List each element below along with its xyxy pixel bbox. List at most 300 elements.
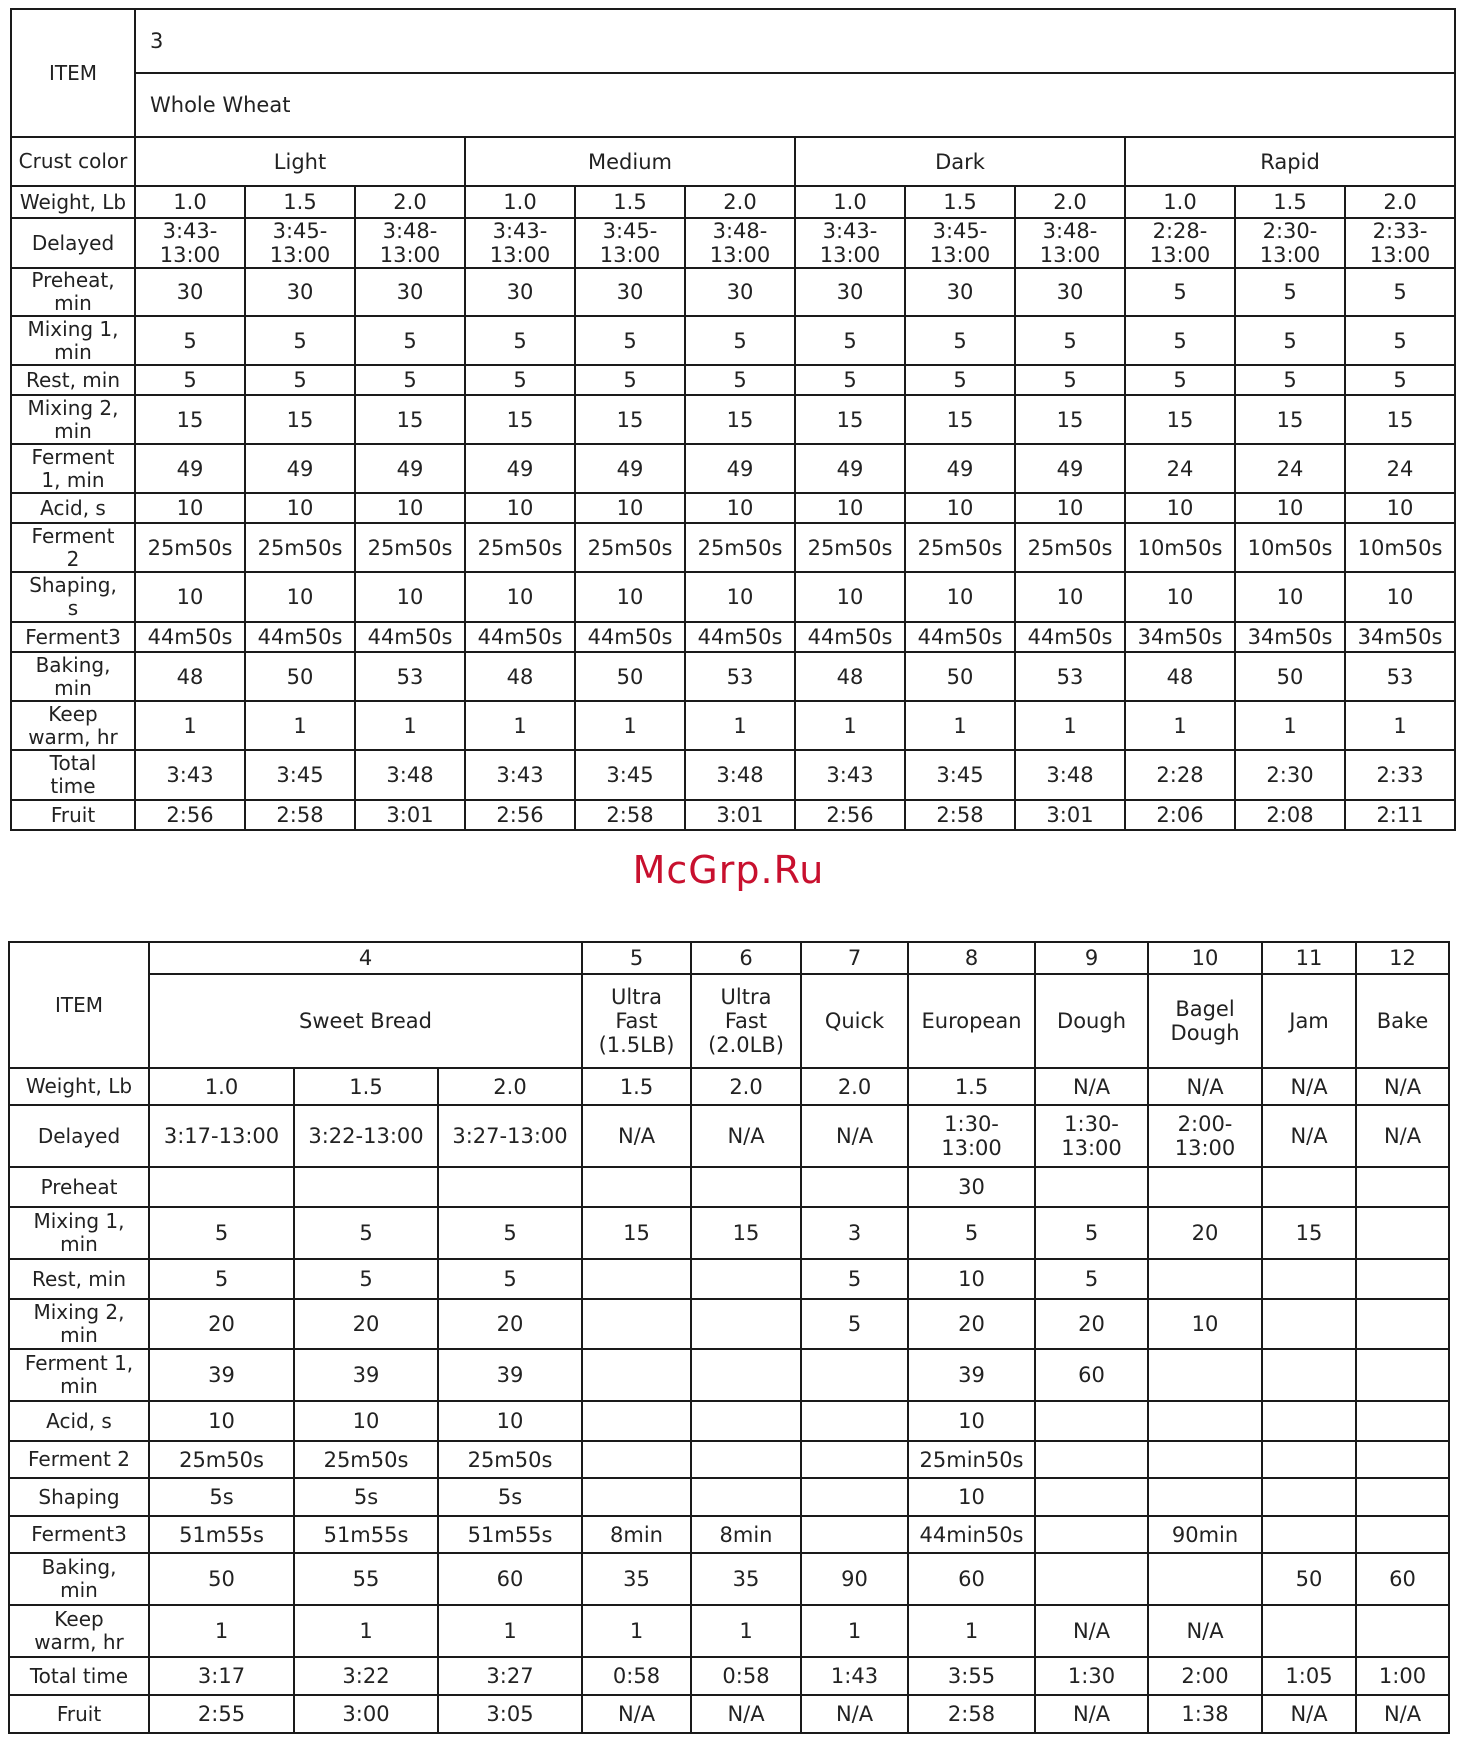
table-cell: 39 [438,1349,582,1401]
table-cell [1356,1259,1449,1299]
table-cell: 5 [575,316,685,365]
table-cell: 5 [438,1207,582,1259]
table-cell [1262,1401,1356,1441]
table-cell: 53 [1345,652,1455,701]
table-row [9,1478,1449,1516]
table-cell: 24 [1235,444,1345,493]
table-cell [801,1516,908,1553]
table-cell: 5 [1015,365,1125,395]
table-cell: 10 [438,1401,582,1441]
table-cell: 3:45 [905,750,1015,800]
table-cell: 5s [149,1478,294,1516]
table-cell: 90 [801,1553,908,1605]
table-cell: 3:17-13:00 [149,1105,294,1167]
row-label: Shaping, s [11,572,135,622]
table-cell: 3:43- 13:00 [795,218,905,268]
table-cell: 10 [795,493,905,523]
table-cell: 3:22 [294,1657,438,1695]
table-cell: 10 [149,1401,294,1441]
table-cell: 5 [245,365,355,395]
row-label: Mixing 2, min [9,1299,149,1349]
table-cell: 50 [1235,652,1345,701]
table-cell: 1.0 [1125,186,1235,218]
table-cell: 2:28- 13:00 [1125,218,1235,268]
row-label: Mixing 1, min [9,1207,149,1259]
table-cell: N/A [691,1695,801,1733]
table-cell: 30 [908,1167,1035,1207]
table-cell: 1.5 [582,1068,691,1105]
table-row [11,395,1455,444]
table-cell: 15 [1235,395,1345,444]
table-cell: 5 [1125,316,1235,365]
row-label: Delayed [11,218,135,268]
whole-wheat-program-table [10,8,1456,831]
program-name: Bake [1356,974,1449,1068]
table-cell: 3:45- 13:00 [245,218,355,268]
row-label: Fruit [9,1695,149,1733]
table-cell [582,1259,691,1299]
table-cell: 25m50s [1015,523,1125,572]
table-cell: 5 [1345,365,1455,395]
table-row [9,1657,1449,1695]
table-cell: 44m50s [795,622,905,652]
table-cell: 49 [245,444,355,493]
item-name: Whole Wheat [135,73,1455,137]
table-cell [294,1167,438,1207]
table-cell: N/A [1262,1695,1356,1733]
table-cell: 5 [465,365,575,395]
program-number: 6 [691,942,801,974]
table-row [11,572,1455,622]
program-number: 7 [801,942,908,974]
table-cell: 2:56 [465,800,575,830]
table-cell: 1 [438,1605,582,1657]
program-number: 4 [149,942,582,974]
table-cell [1262,1441,1356,1478]
table-cell: 3:55 [908,1657,1035,1695]
table-cell: 3:43 [795,750,905,800]
table-cell: 20 [908,1299,1035,1349]
table-cell: N/A [801,1695,908,1733]
table-cell: N/A [582,1695,691,1733]
table-cell: 35 [691,1553,801,1605]
table-cell: 30 [1015,268,1125,316]
table-cell: 15 [1125,395,1235,444]
table-cell: N/A [1356,1068,1449,1105]
table-cell: 2.0 [691,1068,801,1105]
table-cell: 10 [1345,572,1455,622]
table-cell: 3:43- 13:00 [135,218,245,268]
table-cell: 44min50s [908,1516,1035,1553]
row-label: Baking, min [11,652,135,701]
program-name: Sweet Bread [149,974,582,1068]
table-cell [582,1478,691,1516]
table-cell [691,1478,801,1516]
table-cell: 39 [294,1349,438,1401]
table-cell: 35 [582,1553,691,1605]
table-cell: 2:06 [1125,800,1235,830]
row-label: Acid, s [11,493,135,523]
table-cell [801,1349,908,1401]
table-cell: 10 [135,572,245,622]
table-cell [1148,1478,1262,1516]
table-cell: 10 [575,572,685,622]
table-cell [691,1441,801,1478]
table-cell: 5 [905,365,1015,395]
table-cell: 5 [908,1207,1035,1259]
table-cell: 1.0 [795,186,905,218]
table-cell [691,1259,801,1299]
table-cell: 3:48- 13:00 [685,218,795,268]
table-cell: 5s [438,1478,582,1516]
table-cell: 1:30- 13:00 [908,1105,1035,1167]
table-cell: 50 [905,652,1015,701]
table-cell [801,1401,908,1441]
table-cell: 1.0 [135,186,245,218]
row-label: Ferment 1, min [11,444,135,493]
table-cell: 10 [1015,493,1125,523]
row-label: Delayed [9,1105,149,1167]
table-cell [691,1167,801,1207]
table-cell [149,1167,294,1207]
table-cell: 8min [582,1516,691,1553]
table-cell [1356,1349,1449,1401]
table-cell [1035,1478,1148,1516]
table-cell: 1 [245,701,355,750]
table-cell: 3:45- 13:00 [575,218,685,268]
table-cell: 15 [1015,395,1125,444]
table-cell: 1.5 [908,1068,1035,1105]
table-cell: 50 [575,652,685,701]
item-number: 3 [135,9,1455,73]
table-row [11,268,1455,316]
table-cell: 2:58 [575,800,685,830]
table-cell: 49 [1015,444,1125,493]
table-row [11,493,1455,523]
table-row [9,1695,1449,1733]
table-cell: 49 [575,444,685,493]
table-row [9,1605,1449,1657]
table-cell: 1 [801,1605,908,1657]
table-cell: 2:00- 13:00 [1148,1105,1262,1167]
table-cell: 3:43- 13:00 [465,218,575,268]
table-cell: 51m55s [294,1516,438,1553]
table-cell: 30 [135,268,245,316]
table-row [9,1068,1449,1105]
table-cell [1148,1401,1262,1441]
program-number: 12 [1356,942,1449,974]
table-cell [582,1441,691,1478]
table-cell: 1 [1345,701,1455,750]
table-cell [1356,1207,1449,1259]
table-cell: 10 [465,493,575,523]
table-cell: 10m50s [1345,523,1455,572]
table-row [9,1259,1449,1299]
table-cell: 10 [355,572,465,622]
table-cell: 3:17 [149,1657,294,1695]
table-cell: 5 [1345,268,1455,316]
table-row [9,1401,1449,1441]
table-cell: 3:48 [685,750,795,800]
table-cell: 60 [908,1553,1035,1605]
table-cell: 2:33 [1345,750,1455,800]
table-cell: 5 [1125,365,1235,395]
table-cell: 2:33- 13:00 [1345,218,1455,268]
table-cell: 1.5 [294,1068,438,1105]
table-cell: 50 [1262,1553,1356,1605]
table-cell: 1 [294,1605,438,1657]
row-label: Ferment 2 [9,1441,149,1478]
table-cell: 1 [1125,701,1235,750]
table-cell: 5 [355,316,465,365]
table-cell: 10m50s [1125,523,1235,572]
table-cell: 34m50s [1235,622,1345,652]
table-cell: 1 [795,701,905,750]
table-row [9,1105,1449,1167]
program-name: Dough [1035,974,1148,1068]
table-cell: 2:00 [1148,1657,1262,1695]
table-cell: 5 [905,316,1015,365]
row-label: Mixing 1, min [11,316,135,365]
table-cell: 5 [135,316,245,365]
table-cell: 10 [905,493,1015,523]
table-row [11,750,1455,800]
table-cell: 5 [801,1299,908,1349]
table-cell: 3:01 [685,800,795,830]
row-label: Preheat, min [11,268,135,316]
item-header: ITEM [11,9,135,137]
table-cell: 10 [908,1259,1035,1299]
table-cell: 49 [135,444,245,493]
table-cell: 48 [465,652,575,701]
program-number: 10 [1148,942,1262,974]
row-label: Fruit [11,800,135,830]
table-cell: 0:58 [691,1657,801,1695]
table-cell: 3:27 [438,1657,582,1695]
table-cell: 10 [1235,493,1345,523]
table-cell: 20 [1148,1207,1262,1259]
table-cell: 3 [801,1207,908,1259]
table-cell: 1.0 [465,186,575,218]
table-row [9,1441,1449,1478]
table-cell: 0:58 [582,1657,691,1695]
table-cell: 50 [149,1553,294,1605]
table-cell: 55 [294,1553,438,1605]
table-cell: 30 [905,268,1015,316]
table-cell: 2:56 [135,800,245,830]
table-cell: 1 [575,701,685,750]
table-cell: 20 [438,1299,582,1349]
table-cell: 53 [685,652,795,701]
table-cell: 5 [1015,316,1125,365]
table-cell: N/A [1035,1605,1148,1657]
crust-dark: Dark [795,137,1125,186]
table-cell: 5 [1345,316,1455,365]
table-cell [1148,1441,1262,1478]
table-cell: 10 [575,493,685,523]
table-cell: 20 [149,1299,294,1349]
table-cell: 2:55 [149,1695,294,1733]
table-cell: 25min50s [908,1441,1035,1478]
table-cell [801,1167,908,1207]
table-cell: 5 [685,365,795,395]
table-cell: 2:30- 13:00 [1235,218,1345,268]
table-cell: 5 [294,1207,438,1259]
table-cell: 10 [685,493,795,523]
table-cell [1262,1478,1356,1516]
table-cell: 2.0 [801,1068,908,1105]
table-cell: 5 [355,365,465,395]
program-number: 11 [1262,942,1356,974]
table-cell: 15 [905,395,1015,444]
table-cell: 2.0 [685,186,795,218]
table-cell: 1.5 [905,186,1015,218]
table-cell: 10 [795,572,905,622]
table-cell: 1.5 [1235,186,1345,218]
table-cell: 48 [135,652,245,701]
table-row [11,701,1455,750]
table-cell: 2:56 [795,800,905,830]
table-cell [801,1441,908,1478]
table-cell: 3:43 [465,750,575,800]
table-cell: 10 [908,1401,1035,1441]
table-cell: 1.5 [575,186,685,218]
table-cell: 2:58 [908,1695,1035,1733]
table-cell: 15 [795,395,905,444]
table-cell [1148,1553,1262,1605]
table-cell: 10 [245,572,355,622]
table-cell: 25m50s [575,523,685,572]
table-cell: 3:48- 13:00 [355,218,465,268]
table-row [9,1299,1449,1349]
table-cell: 2.0 [438,1068,582,1105]
program-number: 5 [582,942,691,974]
table-cell: 25m50s [245,523,355,572]
table-cell: 44m50s [905,622,1015,652]
table-cell: 34m50s [1345,622,1455,652]
table-cell: 15 [575,395,685,444]
table-cell: 1:00 [1356,1657,1449,1695]
row-label: Weight, Lb [11,186,135,218]
table-cell: N/A [691,1105,801,1167]
table-cell: 51m55s [149,1516,294,1553]
table-cell: 5 [245,316,355,365]
table-cell: 2:58 [905,800,1015,830]
table-cell [1035,1401,1148,1441]
table-cell: 3:22-13:00 [294,1105,438,1167]
table-cell: 2:11 [1345,800,1455,830]
program-name: Quick [801,974,908,1068]
table-cell [582,1349,691,1401]
table-cell: 44m50s [575,622,685,652]
table-cell: 3:00 [294,1695,438,1733]
table-cell: 3:27-13:00 [438,1105,582,1167]
table-cell: 2:08 [1235,800,1345,830]
table-cell: 44m50s [685,622,795,652]
table-cell: 30 [795,268,905,316]
table-cell [438,1167,582,1207]
table-cell: 34m50s [1125,622,1235,652]
table-cell: 53 [1015,652,1125,701]
table-cell: 44m50s [465,622,575,652]
crust-medium: Medium [465,137,795,186]
row-label: Total time [9,1657,149,1695]
table-cell [691,1299,801,1349]
table-cell: 15 [245,395,355,444]
table-cell: 39 [149,1349,294,1401]
table-cell: 49 [685,444,795,493]
table-row [9,1349,1449,1401]
row-label: Shaping [9,1478,149,1516]
table-cell: 15 [582,1207,691,1259]
row-label: Rest, min [11,365,135,395]
table-cell: 2:30 [1235,750,1345,800]
program-name: Bagel Dough [1148,974,1262,1068]
table-cell: 8min [691,1516,801,1553]
table-cell: 15 [1345,395,1455,444]
table-cell: 1 [1015,701,1125,750]
program-name: Jam [1262,974,1356,1068]
table-cell: N/A [1035,1068,1148,1105]
table-cell: 3:43 [135,750,245,800]
table-cell [582,1299,691,1349]
table-cell [1035,1553,1148,1605]
table-row [9,1167,1449,1207]
table-cell: 5 [1125,268,1235,316]
table-cell: 30 [355,268,465,316]
table-cell: 15 [691,1207,801,1259]
table-cell: 15 [1262,1207,1356,1259]
table-cell: 60 [1356,1553,1449,1605]
table-cell: 10 [1345,493,1455,523]
table-cell: 10 [685,572,795,622]
table-cell: 49 [355,444,465,493]
table-cell: 1.5 [245,186,355,218]
watermark: McGrp.Ru [632,848,825,892]
table-cell: 2.0 [1015,186,1125,218]
table-cell: 2.0 [1345,186,1455,218]
table-cell: N/A [1148,1068,1262,1105]
table-cell: 44m50s [245,622,355,652]
table-cell: 5 [1035,1207,1148,1259]
table-cell: 5 [575,365,685,395]
table-cell: 10 [905,572,1015,622]
table-cell: 10 [1125,493,1235,523]
table-cell: 5 [149,1259,294,1299]
table-row [11,622,1455,652]
table-cell [582,1401,691,1441]
table-cell: 10 [1148,1299,1262,1349]
row-label: Ferment 2 [11,523,135,572]
table-cell: 1 [905,701,1015,750]
table-cell: 5 [465,316,575,365]
row-label: Ferment3 [11,622,135,652]
table-cell: 5 [438,1259,582,1299]
table-row [11,523,1455,572]
table-cell [1356,1605,1449,1657]
table-cell [1262,1605,1356,1657]
table-cell: 24 [1125,444,1235,493]
table-cell: 1 [135,701,245,750]
table-cell: 24 [1345,444,1455,493]
table-cell: 25m50s [135,523,245,572]
row-label: Ferment 1, min [9,1349,149,1401]
row-label: Acid, s [9,1401,149,1441]
table-cell: 10m50s [1235,523,1345,572]
table-cell: 3:45 [245,750,355,800]
table-cell: 10 [135,493,245,523]
table-cell: 10 [1015,572,1125,622]
